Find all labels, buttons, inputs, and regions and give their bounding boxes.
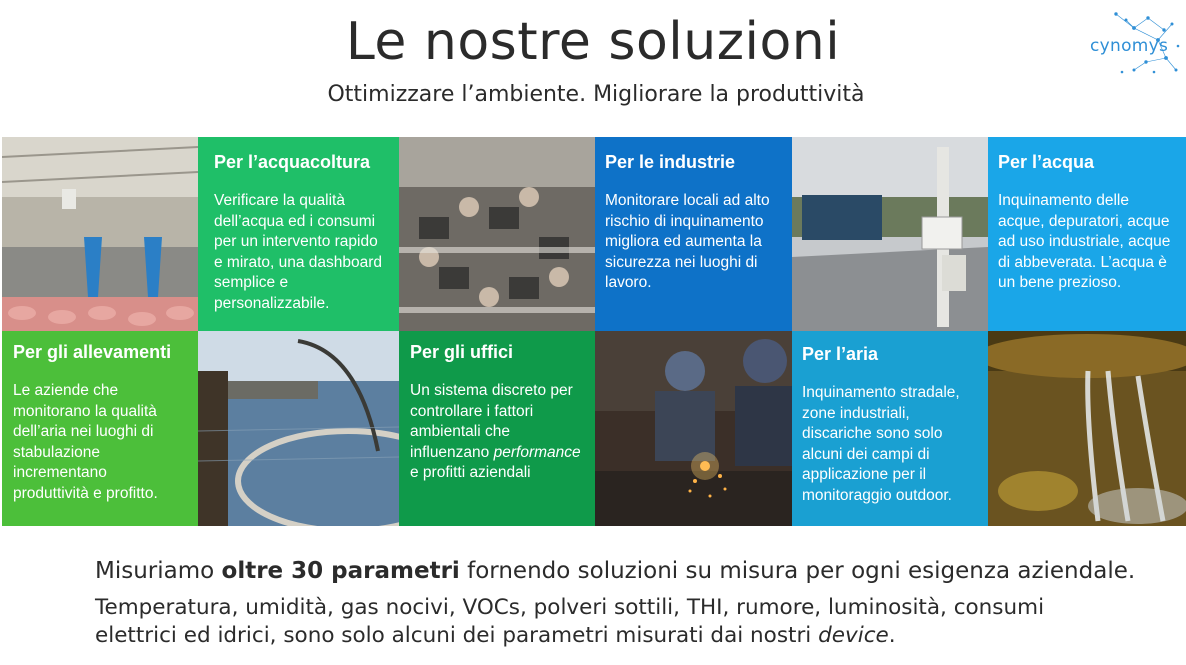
page-subtitle: Ottimizzare l’ambiente. Migliorare la produttività (327, 82, 865, 107)
tile-body-text: Un sistema discreto per controllare i fattori ambientali che influenzano (410, 382, 573, 461)
footer-emphasis: device (818, 623, 889, 648)
photo-water-pipe (988, 331, 1186, 526)
tile-title: Per gli uffici (410, 342, 514, 362)
tile-body: Monitorare locali ad alto rischio di inquinamento migliora ed aumenta la sicurezza nei luoghi di lavoro. (605, 192, 770, 291)
solutions-grid (2, 137, 1186, 526)
tile-title: Per gli allevamenti (13, 342, 172, 362)
tile-body: Inquinamento stradale, zone industriali, discariche sono solo alcuni dei campi di applicazione per il monitoraggio outdoor. (802, 384, 960, 504)
tile-body-text: e profitti aziendali (410, 464, 531, 481)
tile-acqua (988, 137, 1186, 331)
footer-text: Temperatura, umidità, gas nocivi, VOCs, polveri sottili, THI, rumore, luminosità, consumi elettrici ed idrici, sono solo alcuni dei parametri misurati dai nostri (95, 595, 1045, 648)
tile-body: Verificare la qualità dell’acqua ed i consumi per un intervento rapido e mirato, una dashboard semplice e personalizzabile. (214, 192, 383, 312)
logo-text: cynomys (1090, 36, 1169, 56)
tile-aria (792, 331, 988, 526)
tile-body: Inquinamento delle acque, depuratori, acque ad uso industriale, acque di abbeverata. L’acqua è un bene prezioso. (998, 192, 1171, 291)
photo-road-sensor (792, 137, 988, 331)
footer-line-1 (95, 558, 1135, 584)
tile-uffici (399, 331, 595, 526)
footer-text: . (888, 623, 896, 648)
footer-text: Misuriamo (95, 558, 215, 584)
photo-fish-farm (198, 331, 399, 526)
tile-industrie (595, 137, 792, 331)
tile-title: Per l’acqua (998, 152, 1095, 172)
tile-title: Per l’acquacoltura (214, 152, 371, 172)
tile-body: Le aziende che monitorano la qualità dell’aria nei luoghi di stabulazione incrementano produttività e profitto. (13, 382, 158, 502)
tile-allevamenti (2, 331, 198, 526)
footer-highlight: oltre 30 parametri (221, 558, 460, 584)
photo-pig-farm (2, 137, 198, 331)
page-title: Le nostre soluzioni (345, 12, 841, 72)
footer-text: fornendo soluzioni su misura per ogni esigenza aziendale. (467, 558, 1136, 584)
tile-title: Per le industrie (605, 152, 736, 172)
photo-welding (595, 331, 792, 526)
photo-office (399, 137, 595, 331)
tile-body (410, 381, 581, 484)
tile-title: Per l’aria (802, 344, 879, 364)
tile-body-emphasis: performance (493, 443, 581, 461)
footer-line-2 (95, 594, 1095, 650)
tile-acquacoltura (198, 137, 399, 331)
